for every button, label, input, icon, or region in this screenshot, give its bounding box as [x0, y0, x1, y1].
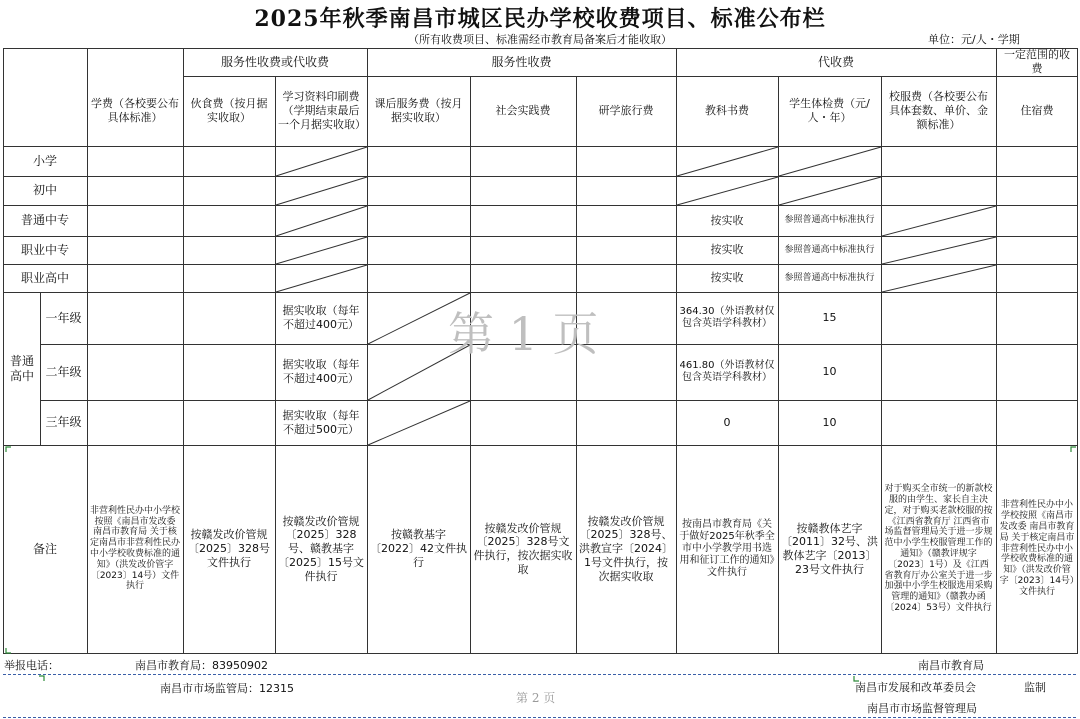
remark-tuition: 非营利性民办中小学校按照《南昌市发改委 南昌市教育局 关于核定南昌市非营利性民办中小学校收费标准的通知》（洪发改价管字〔2023〕14号）文件执行: [90, 505, 181, 592]
cell-health-vocational-general: 参照普通高中标准执行: [784, 215, 875, 226]
remark-after-school: 按赣教基字〔2022〕42文件执行: [370, 528, 467, 569]
header-dorm: 住宿费: [1020, 104, 1054, 118]
page-watermark-2: 第 2 页: [516, 691, 556, 705]
cell-textbook-grade2: 461.80（外语教材仅包含英语学科教材）: [679, 360, 775, 383]
cell-textbook-grade3: 0: [723, 415, 731, 429]
page-watermark-1: 第 1 页: [448, 307, 599, 361]
org-ndrc: 南昌市发展和改革委员会: [855, 681, 976, 694]
cell-printing-grade3: 据实收取（每年不超过500元）: [282, 408, 360, 436]
cell-textbook-vocational-secondary: 按实收: [710, 243, 744, 257]
row-label-junior: 初中: [32, 183, 57, 197]
row-label-vocational-high: 职业高中: [20, 270, 69, 285]
cell-health-grade1: 15: [822, 311, 837, 325]
remark-dorm: 非营利性民办中小学校按照《南昌市发改委 南昌市教育局 关于核定南昌市非营利性民办中小学校收费标准的通知》（洪发改价管字〔2023〕14号）文件执行: [999, 500, 1075, 597]
cell-health-grade2: 10: [822, 365, 837, 379]
org-market: 南昌市市场监督管理局: [867, 702, 977, 715]
cell-printing-grade1: 据实收取（每年不超过400元）: [282, 304, 360, 331]
org-education: 南昌市教育局: [918, 659, 984, 672]
page-subtitle: （所有收费项目、标准需经市教育局备案后才能收取）: [408, 33, 672, 46]
cell-textbook-vocational-general: 按实收: [710, 213, 744, 227]
supervise-label: 监制: [1024, 681, 1046, 694]
cell-textbook-vocational-high: 按实收: [710, 271, 744, 285]
header-after-school: 课后服务费（按月据实收取）: [374, 97, 463, 124]
cell-printing-grade2: 据实收取（每年不超过400元）: [282, 358, 360, 385]
row-label-high-school: 普通高中: [9, 353, 34, 383]
row-label-grade2: 二年级: [45, 364, 82, 379]
remark-social-practice: 按赣发改价管规〔2025〕328号文件执行，按次据实收取: [473, 521, 573, 576]
row-label-vocational-secondary: 职业中专: [20, 242, 69, 257]
row-label-grade1: 一年级: [45, 310, 82, 325]
remark-health-check: 按赣教体艺字〔2011〕32号、洪教体艺字〔2013〕23号文件执行: [781, 521, 878, 576]
header-group-certain: 一定范围的收费: [1004, 48, 1070, 75]
remark-meal: 按赣发改价管规〔2025〕328号文件执行: [188, 528, 270, 569]
header-social-practice: 社会实践费: [495, 104, 551, 118]
report-label: 举报电话：: [4, 659, 59, 672]
header-meal: 伙食费（按月据实收取）: [190, 97, 268, 124]
row-label-vocational-general: 普通中专: [20, 213, 69, 227]
unit-label: 单位：元/人・学期: [928, 33, 1020, 46]
cell-textbook-grade1: 364.30（外语教材仅包含英语学科教材）: [679, 306, 775, 329]
page-title: 2025年秋季南昌市城区民办学校收费项目、标准公布栏: [254, 6, 826, 32]
header-health-check: 学生体检费（元/人・年）: [789, 97, 870, 124]
row-label-grade3: 三年级: [45, 415, 82, 429]
cell-health-vocational-high: 参照普通高中标准执行: [784, 272, 875, 283]
header-uniform: 校服费（各校要公布具体套数、单价、金额标准）: [889, 90, 988, 131]
remark-study-travel: 按赣发改价管规〔2025〕328号、洪教宣字〔2024〕1号文件执行，按次据实收取: [579, 514, 673, 583]
cell-health-grade3: 10: [822, 415, 837, 429]
remark-uniform: 对于购买全市统一的新款校服的由学生、家长自主决定，对于购买老款校服的按《江西省教育厅 江西省市场监督管理局关于进一步规范中小学生校服管理工作的通知》（赣教评规字〔2023〕1号）及《江西省教育厅办公室关于进一步加强中小学生校服选用采购管理的通知》（赣教办函〔2024〕53号）文件执行: [884, 484, 993, 613]
header-group-service: 服务性收费: [491, 54, 552, 69]
row-label-primary: 小学: [32, 153, 57, 168]
header-group-service-or-agency: 服务性收费或代收费: [220, 54, 329, 69]
header-study-travel: 研学旅行费: [598, 104, 654, 118]
row-label-remarks: 备注: [32, 541, 57, 556]
remark-printing: 按赣发改价管规〔2025〕328号、赣教基字〔2025〕15号文件执行: [278, 514, 364, 583]
report-phone-education: 南昌市教育局：83950902: [135, 659, 268, 672]
report-phone-market: 南昌市市场监管局：12315: [160, 682, 294, 695]
cell-health-vocational-secondary: 参照普通高中标准执行: [784, 244, 875, 255]
header-textbook: 教科书费: [705, 104, 749, 118]
header-printing: 学习资料印刷费（学期结束最后一个月据实收取）: [278, 90, 366, 131]
header-group-agency: 代收费: [817, 54, 854, 69]
header-tuition: 学费（各校要公布具体标准）: [91, 97, 179, 124]
remark-textbook: 按南昌市教育局《关于做好2025年秋季全市中小学教学用书选用和征订工作的通知》文件执行: [679, 519, 775, 578]
